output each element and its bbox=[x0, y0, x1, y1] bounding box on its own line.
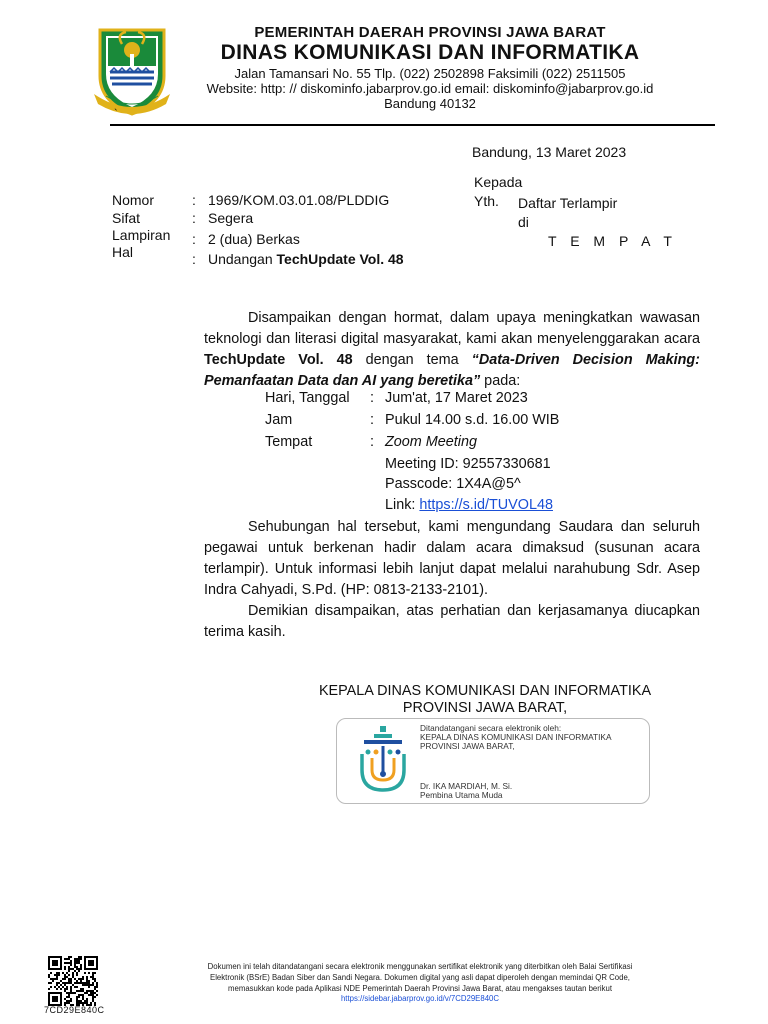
hari-label: Hari, Tanggal bbox=[265, 390, 350, 406]
qr-code-icon bbox=[48, 956, 98, 1006]
letterhead-website: Website: http: // diskominfo.jabarprov.go.id email: diskominfo@jabarprov.go.id bbox=[206, 81, 654, 96]
meeting-link-label: Link: bbox=[385, 497, 420, 513]
signatory-title-line1: KEPALA DINAS KOMUNIKASI DAN INFORMATIKA bbox=[318, 683, 652, 699]
signatory-title-line2: PROVINSI JAWA BARAT, bbox=[402, 700, 568, 716]
signed-by-label: Ditandatangani secara elektronik oleh: bbox=[420, 723, 562, 733]
signer-name: Dr. IKA MARDIAH, M. Si. bbox=[420, 781, 513, 791]
jam-value: Pukul 14.00 s.d. 16.00 WIB bbox=[385, 412, 560, 428]
paragraph-invitation bbox=[204, 517, 700, 601]
invitation-text: Sehubungan hal tersebut, kami mengundang Saudara dan seluruh pegawai untuk berkenan hadir dalam acara dimaksud (susunan acara terlampir). Untuk informasi lebih lanjut dapat melalui narahubung Sdr. Asep Indra Cahyadi, S.Pd. (HP: 0813-2133-2101). bbox=[204, 519, 700, 598]
hari-colon: : bbox=[370, 390, 374, 406]
recipient-tempat: T E M P A T bbox=[548, 233, 677, 249]
digital-signature-logo-icon bbox=[354, 724, 412, 796]
recipient-di: di bbox=[518, 214, 529, 230]
recipient-name: Daftar Terlampir bbox=[518, 195, 618, 211]
sifat-colon: : bbox=[192, 210, 196, 226]
closing-text: Demikian disampaikan, atas perhatian dan kerjasamanya diucapkan terima kasih. bbox=[204, 603, 700, 640]
stray-mark: ` bbox=[114, 108, 118, 120]
letterhead-divider bbox=[110, 124, 715, 126]
meeting-id: Meeting ID: 92557330681 bbox=[385, 456, 551, 472]
paragraph-closing bbox=[204, 601, 700, 643]
footer-line3: memasukkan kode pada Aplikasi NDE Pemerintah Daerah Provinsi Jawa Barat, atau mengakses tautan berikut bbox=[228, 984, 612, 993]
nomor-label: Nomor bbox=[112, 192, 155, 208]
hari-value: Jum'at, 17 Maret 2023 bbox=[385, 390, 528, 406]
lampiran-colon: : bbox=[192, 231, 196, 247]
letterhead-agency: DINAS KOMUNIKASI DAN INFORMATIKA bbox=[220, 41, 640, 64]
signer-rank: Pembina Utama Muda bbox=[420, 790, 503, 800]
meeting-link-row bbox=[385, 497, 553, 513]
intro-tail: pada: bbox=[480, 373, 521, 389]
jam-colon: : bbox=[370, 412, 374, 428]
intro-theme-lead: dengan tema bbox=[352, 352, 472, 368]
jam-label: Jam bbox=[265, 412, 293, 428]
hal-prefix: Undangan bbox=[208, 251, 277, 267]
qr-code-text: 7CD29E840C bbox=[44, 1005, 105, 1015]
tempat-colon: : bbox=[370, 434, 374, 450]
footer-line2: Elektronik (BSrE) Badan Siber dan Sandi Negara. Dokumen digital yang asli dapat diperoleh dengan memindai QR Code, bbox=[210, 973, 630, 982]
letterhead-city: Bandung 40132 bbox=[384, 96, 476, 111]
letterhead-government: PEMERINTAH DAERAH PROVINSI JAWA BARAT bbox=[254, 24, 606, 41]
recipient-kepada: Kepada bbox=[474, 174, 523, 190]
nomor-value: 1969/KOM.03.01.08/PLDDIG bbox=[208, 192, 390, 208]
paragraph-intro bbox=[204, 308, 700, 392]
tempat-label: Tempat bbox=[265, 434, 313, 450]
intro-event-name: TechUpdate Vol. 48 bbox=[204, 352, 353, 368]
hal-value bbox=[208, 251, 404, 267]
intro-theme: “Data-Driven Decision Making: Pemanfaatan Data dan AI yang beretika” bbox=[204, 352, 700, 389]
signer-office-line2: PROVINSI JAWA BARAT, bbox=[420, 741, 515, 751]
recipient-yth: Yth. bbox=[474, 193, 499, 209]
meeting-link[interactable]: https://s.id/TUVOL48 bbox=[419, 497, 553, 513]
hal-event-name: TechUpdate Vol. 48 bbox=[276, 251, 404, 267]
meeting-passcode: Passcode: 1X4A@5^ bbox=[385, 476, 521, 492]
signer-office-line1: KEPALA DINAS KOMUNIKASI DAN INFORMATIKA bbox=[420, 732, 612, 742]
letterhead-address: Jalan Tamansari No. 55 Tlp. (022) 2502898 Faksimili (022) 2511505 bbox=[234, 66, 626, 81]
jawa-barat-emblem-icon bbox=[92, 24, 172, 116]
hal-colon: : bbox=[192, 251, 196, 267]
lampiran-value: 2 (dua) Berkas bbox=[208, 231, 300, 247]
sifat-label: Sifat bbox=[112, 210, 141, 226]
intro-text: Disampaikan dengan hormat, dalam upaya meningkatkan wawasan teknologi dan literasi digital masyarakat, kami akan menyelenggarakan acara bbox=[204, 310, 700, 347]
footer-line1: Dokumen ini telah ditandatangani secara elektronik menggunakan sertifikat elektronik yang diterbitkan oleh Balai Sertifikasi bbox=[207, 962, 633, 971]
nomor-colon: : bbox=[192, 192, 196, 208]
tempat-value: Zoom Meeting bbox=[385, 434, 477, 450]
hal-label: Hal bbox=[112, 244, 134, 260]
lampiran-label: Lampiran bbox=[112, 227, 171, 243]
letter-date: Bandung, 13 Maret 2023 bbox=[472, 144, 627, 160]
footer-verification-link[interactable]: https://sidebar.jabarprov.go.id/v/7CD29E840C bbox=[340, 994, 500, 1003]
sifat-value: Segera bbox=[208, 210, 254, 226]
